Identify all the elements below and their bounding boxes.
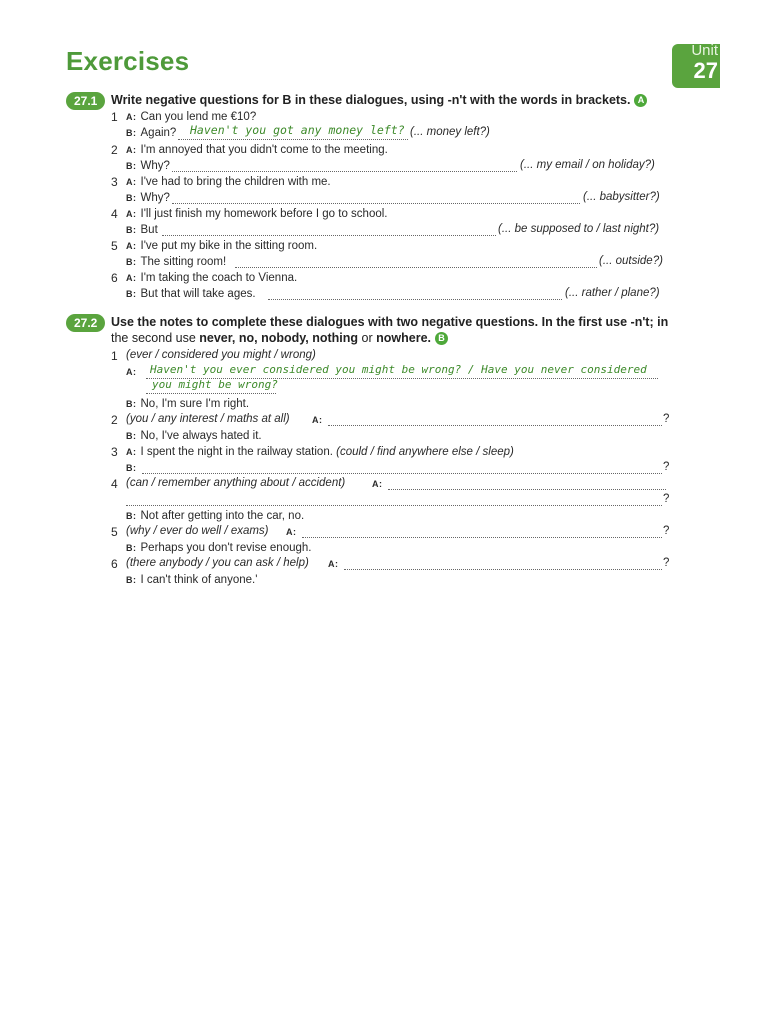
notes: (ever / considered you might / wrong): [126, 349, 316, 361]
dialogue-line-b: B: But: [126, 224, 158, 236]
answer-dotted-line[interactable]: [172, 171, 517, 172]
unit-number: 27: [693, 58, 718, 83]
word-hint: (... be supposed to / last night?): [498, 223, 660, 235]
dialogue-line-a: A: I'm annoyed that you didn't come to the meeting.: [126, 144, 388, 156]
dialogue-line-b: B: Again?: [126, 127, 177, 139]
dialogue-line-a: A:: [328, 559, 339, 569]
question-mark: ?: [663, 493, 670, 505]
item-number: 5: [111, 239, 118, 253]
exercise-instruction: [111, 92, 647, 108]
unit-label: Unit: [691, 42, 718, 59]
dialogue-line-b: B:: [126, 463, 137, 473]
dialogue-line-b: B: No, I've always hated it.: [126, 430, 262, 442]
exercise-instruction: [111, 314, 668, 346]
answer-dotted-line[interactable]: [328, 425, 662, 426]
answer-dotted-line[interactable]: [172, 203, 580, 204]
dialogue-line-b: B: Not after getting into the car, no.: [126, 510, 305, 522]
answer-dotted-line[interactable]: [126, 505, 662, 506]
word-hint: (... outside?): [599, 255, 663, 267]
answer-dotted-line[interactable]: [162, 235, 496, 236]
handwritten-answer: Haven't you got any money left?: [190, 123, 405, 137]
dialogue-line-a: A:: [312, 415, 323, 425]
item-number: 1: [111, 110, 118, 124]
handwritten-answer: you might be wrong?: [152, 378, 278, 391]
item-number: 4: [111, 207, 118, 221]
dialogue-line-a: A:: [126, 367, 137, 377]
handwritten-answer: Haven't you ever considered you might be wrong? / Have you never considered: [150, 363, 647, 376]
answer-dotted-line[interactable]: [142, 473, 662, 474]
question-mark: ?: [663, 557, 670, 569]
instruction-text: Write negative questions for B in these dialogues, using -n't with the words in brackets.: [111, 93, 631, 107]
dialogue-line-a: A: I've put my bike in the sitting room.: [126, 240, 318, 252]
notes: (there anybody / you can ask / help): [126, 557, 309, 569]
section-label-icon: A: [634, 94, 647, 107]
word-hint: (... rather / plane?): [565, 287, 660, 299]
question-mark: ?: [663, 525, 670, 537]
item-number: 6: [111, 271, 118, 285]
answer-dotted-line: [146, 393, 276, 394]
dialogue-line-b: B: No, I'm sure I'm right.: [126, 398, 250, 410]
answer-dotted-line[interactable]: [268, 299, 562, 300]
answer-dotted-line[interactable]: [388, 489, 666, 490]
item-number: 3: [111, 445, 118, 459]
question-mark: ?: [663, 461, 670, 473]
answer-dotted-line: [178, 139, 408, 140]
answer-dotted-line[interactable]: [302, 537, 662, 538]
dialogue-line-a: A: I've had to bring the children with me.: [126, 176, 331, 188]
dialogue-line-b: B: Perhaps you don't revise enough.: [126, 542, 312, 554]
dialogue-line-a: A: I spent the night in the railway station. (could / find anywhere else / sleep): [126, 446, 514, 458]
dialogue-line-b: B: But that will take ages.: [126, 288, 256, 300]
exercise-number-badge: 27.2: [66, 314, 105, 332]
page-title: Exercises: [66, 46, 190, 76]
question-mark: ?: [663, 413, 670, 425]
word-hint: (... money left?): [410, 126, 490, 138]
item-number: 4: [111, 477, 118, 491]
answer-dotted-line[interactable]: [344, 569, 662, 570]
exercise-number-badge: 27.1: [66, 92, 105, 110]
notes: (can / remember anything about / accident): [126, 477, 346, 489]
answer-dotted-line[interactable]: [235, 267, 597, 268]
instruction-line-1: Use the notes to complete these dialogues with two negative questions. In the first use -n't; in: [111, 315, 669, 329]
item-number: 2: [111, 143, 118, 157]
item-number: 6: [111, 557, 118, 571]
item-number: 1: [111, 349, 118, 363]
notes: (you / any interest / maths at all): [126, 413, 290, 425]
dialogue-line-a: A:: [286, 527, 297, 537]
instruction-line-2: the second use never, no, nobody, nothing or nowhere. B: [111, 330, 668, 346]
unit-tab: [672, 44, 720, 88]
dialogue-line-a: A:: [372, 479, 383, 489]
word-hint: (... babysitter?): [583, 191, 660, 203]
dialogue-line-a: A: I'll just finish my homework before I go to school.: [126, 208, 388, 220]
word-hint: (... my email / on holiday?): [520, 159, 655, 171]
item-number: 5: [111, 525, 118, 539]
dialogue-line-a: A: Can you lend me €10?: [126, 111, 257, 123]
section-label-icon: B: [435, 332, 448, 345]
dialogue-line-b: B: The sitting room!: [126, 256, 227, 268]
dialogue-line-b: B: Why?: [126, 160, 170, 172]
item-number: 2: [111, 413, 118, 427]
dialogue-line-b: B: Why?: [126, 192, 170, 204]
notes: (why / ever do well / exams): [126, 525, 269, 537]
dialogue-line-a: A: I'm taking the coach to Vienna.: [126, 272, 298, 284]
dialogue-line-b: B: I can't think of anyone.': [126, 574, 258, 586]
item-number: 3: [111, 175, 118, 189]
